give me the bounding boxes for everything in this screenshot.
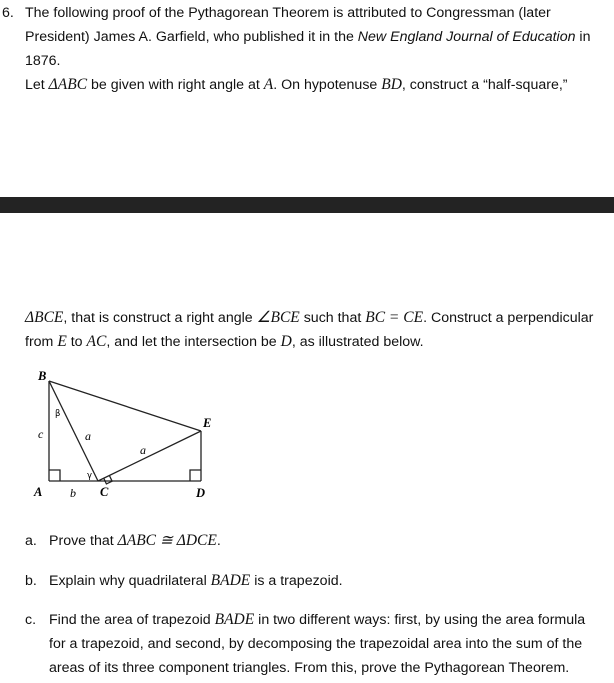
text: Find the area of trapezoid xyxy=(49,612,215,628)
text: Prove that xyxy=(49,533,118,549)
part-b xyxy=(49,572,343,590)
intro-text: President) James A. Garfield, who published it in the xyxy=(25,29,358,45)
congruence-statement: ΔABC ≅ ΔDCE xyxy=(117,532,217,549)
problem-number: 6. xyxy=(2,5,14,21)
right-angle-d xyxy=(190,470,201,481)
equation-bc-ce: BC = CE xyxy=(365,309,424,326)
point-e: E xyxy=(57,333,67,350)
label-side-a-bc: a xyxy=(85,429,91,443)
text: Let xyxy=(25,77,49,93)
label-point-e: E xyxy=(203,416,212,430)
intro-line-1: The following proof of the Pythagorean Theorem is attributed to Congressman (later xyxy=(25,5,551,21)
text: , and let the intersection be xyxy=(106,334,281,350)
text: to xyxy=(66,334,87,350)
journal-name: New England Journal of Education xyxy=(357,29,576,45)
text: , construct a “half-square,” xyxy=(401,77,568,93)
text: is a trapezoid. xyxy=(250,573,343,589)
point-d: D xyxy=(280,333,292,350)
label-point-d: D xyxy=(196,486,206,500)
part-c-line-1 xyxy=(49,611,585,629)
part-b-marker: b. xyxy=(25,573,37,589)
text: such that xyxy=(299,310,366,326)
part-a xyxy=(49,532,221,550)
intro-year: 1876. xyxy=(25,53,61,69)
label-side-b: b xyxy=(70,486,76,500)
point-a: A xyxy=(263,76,274,93)
part-a-marker: a. xyxy=(25,533,37,549)
segment-ac: AC xyxy=(86,333,107,350)
angle-bce: ∠BCE xyxy=(256,309,300,326)
text: , as illustrated below. xyxy=(291,334,424,350)
label-point-b: B xyxy=(38,369,47,383)
part-c-line-3: areas of its three component triangles. From this, prove the Pythagorean Theorem. xyxy=(49,660,570,676)
text: be given with right angle at xyxy=(87,77,264,93)
text: in two different ways: first, by using the area formula xyxy=(254,612,586,628)
text: from xyxy=(25,334,58,350)
part-c-line-2: for a trapezoid, and second, by decomposing the trapezoidal area into the sum of the xyxy=(49,636,583,652)
text: Explain why quadrilateral xyxy=(49,573,211,589)
triangle-bce: ΔBCE xyxy=(25,309,64,326)
text: . On hypotenuse xyxy=(273,77,382,93)
part-c-marker: c. xyxy=(25,612,37,628)
label-angle-beta: β xyxy=(55,409,61,419)
segment-eb xyxy=(49,381,201,431)
right-angle-a xyxy=(49,470,60,481)
text: . xyxy=(216,533,221,549)
text: . Construct a perpendicular xyxy=(423,310,594,326)
intro-text: in xyxy=(575,29,591,45)
segment-ce xyxy=(98,431,201,481)
text: , that is construct a right angle xyxy=(63,310,257,326)
quadrilateral-bade: BADE xyxy=(210,572,251,589)
segment-bd: BD xyxy=(381,76,402,93)
label-point-a: A xyxy=(34,485,43,499)
label-side-a-ce: a xyxy=(140,443,146,457)
label-angle-gamma: γ xyxy=(87,471,93,481)
triangle-abc: ΔABC xyxy=(48,76,88,93)
label-side-c: c xyxy=(38,427,44,441)
trapezoid-bade: BADE xyxy=(214,611,255,628)
label-point-c: C xyxy=(100,485,109,499)
